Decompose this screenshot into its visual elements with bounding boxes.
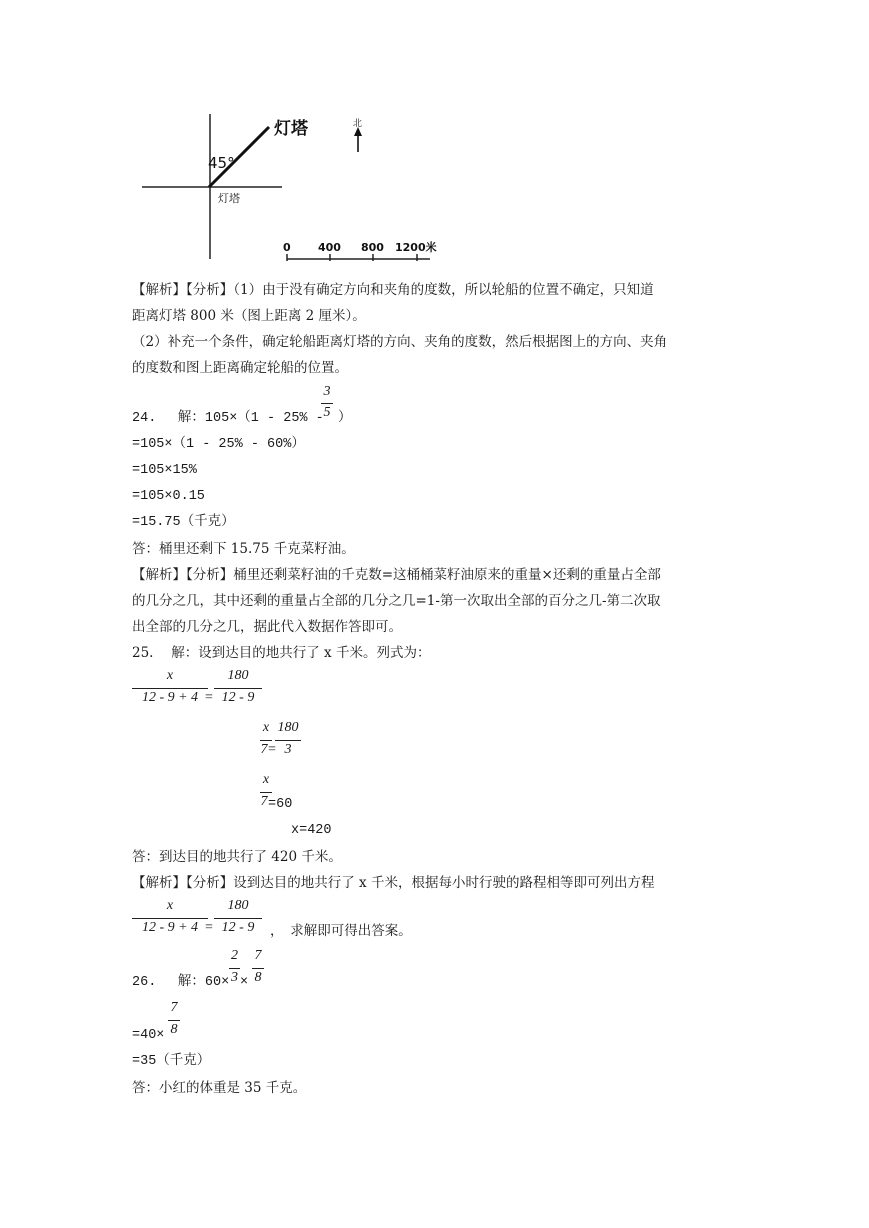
q25-eq1-left-bar xyxy=(132,688,208,689)
lighthouse-label-big: 灯塔 xyxy=(274,119,308,139)
north-label: 北 xyxy=(353,119,363,129)
q25-analysis-left-num: x xyxy=(166,898,174,913)
q24-step: =105×0.15 xyxy=(132,489,205,504)
q26-step: =40× xyxy=(132,1028,165,1043)
q24-step: =105×（1 - 25% - 60%） xyxy=(132,437,305,452)
q23-analysis-line: 距离灯塔 800 米（图上距离 2 厘米）。 xyxy=(132,308,366,324)
q25-eq1-right-num: 180 xyxy=(227,668,249,683)
q25-eq3-den: 7 xyxy=(260,794,268,809)
q25-eq1-left-num: x xyxy=(166,668,174,683)
q24-expression-suffix: ） xyxy=(338,411,352,426)
scale-tick-label: 800 xyxy=(361,241,384,254)
q25-eq2-equals: = xyxy=(268,742,276,757)
q25-eq2-right-num: 180 xyxy=(277,720,299,735)
q25-eq1-equals: = xyxy=(205,690,213,705)
q24-frac-bar xyxy=(321,403,333,404)
angle-label: 45° xyxy=(208,154,235,172)
q25-eq1-left-den: 12 - 9 + 4 xyxy=(141,690,199,705)
q25-eq4: x=420 xyxy=(291,823,332,838)
q25-eq2-right-den: 3 xyxy=(284,742,292,757)
scale-tick-label: 400 xyxy=(318,241,341,254)
q26-f2-den: 8 xyxy=(254,970,262,985)
scale-tick-label: 1200米 xyxy=(395,241,437,254)
q24-analysis-line: 【解析】【分析】桶里还剩菜籽油的千克数=这桶桶菜籽油原来的重量×还剩的重量占全部 xyxy=(132,567,661,583)
q25-analysis-left-den: 12 - 9 + 4 xyxy=(141,920,199,935)
q26-f1-num: 2 xyxy=(231,948,238,963)
q24-frac-num: 3 xyxy=(323,384,331,399)
q25-eq2-left-den: 7 xyxy=(260,742,268,757)
lighthouse-figure xyxy=(0,0,869,270)
scale-tick-label: 0 xyxy=(283,241,291,254)
q26-answer: 答：小红的体重是 35 千克。 xyxy=(132,1080,307,1096)
q25-analysis-equals: = xyxy=(205,920,213,935)
q25-eq2-right-bar xyxy=(275,740,301,741)
q25-analysis-line: 【解析】【分析】设到达目的地共行了 x 千米，根据每小时行驶的路程相等即可列出方程 xyxy=(132,875,655,891)
q25-analysis-right-den: 12 - 9 xyxy=(221,920,255,935)
q24-analysis-line: 的几分之几，其中还剩的重量占全部的几分之几=1-第一次取出全部的百分之几-第二次取 xyxy=(132,593,661,609)
q25-analysis-left-bar xyxy=(132,918,208,919)
lighthouse-label-small: 灯塔 xyxy=(218,192,240,205)
q26-f2-num: 7 xyxy=(254,948,262,963)
q26-times: × xyxy=(240,975,249,990)
q23-analysis-line: （2）补充一个条件，确定轮船距离灯塔的方向、夹角的度数，然后根据图上的方向、夹角 xyxy=(132,334,668,350)
q25-eq2-left-bar xyxy=(260,740,272,741)
q25-eq3-num: x xyxy=(262,772,270,787)
q25-eq3-rhs: =60 xyxy=(268,797,293,812)
q24-frac-den: 5 xyxy=(323,405,331,420)
q23-analysis-line: 【解析】【分析】（1）由于没有确定方向和夹角的度数，所以轮船的位置不确定，只知道 xyxy=(132,282,654,298)
q25-eq1-right-den: 12 - 9 xyxy=(221,690,255,705)
q25-eq1-right-bar xyxy=(214,688,262,689)
q26-s1-bar xyxy=(168,1020,180,1021)
q23-analysis-line: 的度数和图上距离确定轮船的位置。 xyxy=(132,360,348,376)
q25-analysis-right-num: 180 xyxy=(227,898,249,913)
q25-analysis-right-bar xyxy=(214,918,262,919)
q24-answer: 答：桶里还剩下 15.75 千克菜籽油。 xyxy=(132,541,355,557)
q25-eq2-left-num: x xyxy=(262,720,270,735)
q24-expression: 24. 解：105×（1 - 25% - xyxy=(132,411,324,426)
q24-step: =15.75（千克） xyxy=(132,515,235,530)
q24-step: =105×15% xyxy=(132,463,197,478)
q26-expression: 26. 解：60× xyxy=(132,975,230,990)
q26-s1-den: 8 xyxy=(170,1022,178,1037)
q26-f2-bar xyxy=(252,968,264,969)
q24-analysis-line: 出全部的几分之几，据此代入数据作答即可。 xyxy=(132,619,402,635)
q26-f1-den: 3 xyxy=(231,970,238,985)
q26-step: =35（千克） xyxy=(132,1054,211,1069)
q26-s1-num: 7 xyxy=(170,1000,178,1015)
q25-answer: 答：到达目的地共行了 420 千米。 xyxy=(132,849,342,865)
q25-eq3-bar xyxy=(260,792,272,793)
q25-intro: 25. 解：设到达目的地共行了 x 千米。列式为： xyxy=(132,645,431,661)
q25-analysis-tail: ， 求解即可得出答案。 xyxy=(270,923,412,939)
q26-f1-bar xyxy=(229,968,240,969)
